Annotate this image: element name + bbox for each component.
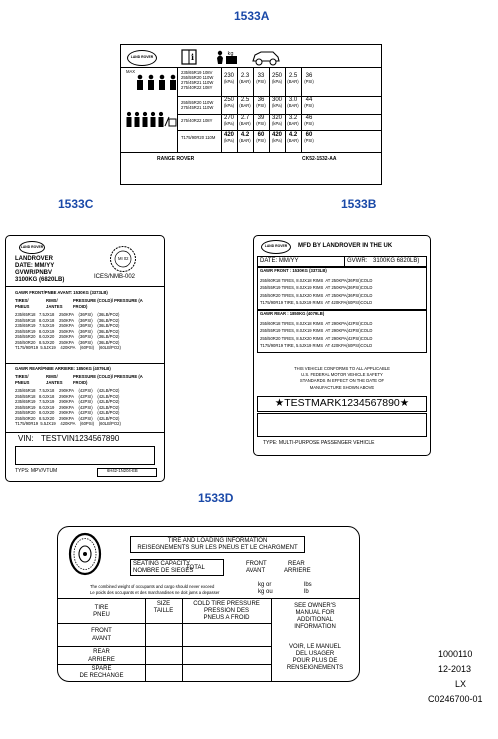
pressure-unit: (PSI) xyxy=(304,103,314,108)
label-d xyxy=(57,526,360,682)
label-c xyxy=(5,235,165,482)
pressure-value: 46 xyxy=(305,115,313,121)
c-front-row-4: 255/55R20 8.0JX20 250KPA (36PSI) (36LB/PO2) xyxy=(15,334,120,339)
d-tire-head-en: TIRE xyxy=(94,605,109,611)
c-rear-row-0: 235/65R18 7.5JX18 290KPA (42PSI) (42LB/PO2) xyxy=(15,388,120,393)
d-weight-fr: Le poids des occupants et des marchandises ne doit jams a depasser xyxy=(90,590,220,595)
pressure-unit: (PSI) xyxy=(256,121,266,126)
pressure-unit: (PSI) xyxy=(304,79,314,84)
d-tire-head-fr: PNEU xyxy=(93,612,110,618)
land-rover-logo: LAND ROVER xyxy=(127,50,157,66)
footer-code: C0246700-01 xyxy=(428,694,483,704)
footer-date: 12-2013 xyxy=(438,664,472,674)
d-front-fr: AVANT xyxy=(246,568,266,574)
b-conform-text: THIS VEHICLE CONFORMS TO ALL APPLICABLE U.S. FEDERAL MOTOR VEHICLE SAFETY STANDARDS IN EFFECT ON THE DATE OF MANUFACTURE SHOWN ABOVE xyxy=(294,366,390,390)
pressure-value: 44 xyxy=(305,97,313,103)
pressure-value: 2.5 xyxy=(240,97,250,103)
pressure-unit: (kPa) xyxy=(271,121,282,126)
pressure-value: 320 xyxy=(271,115,282,121)
b-testmark: ★TESTMARK1234567890★ xyxy=(274,397,410,409)
ices-text: ICES/NMB-002 xyxy=(94,274,136,280)
date-line: DATE: MM/YY xyxy=(15,263,55,269)
pressure-unit: (PSI) xyxy=(256,79,266,84)
pressure-unit: (BAR) xyxy=(287,121,299,126)
b-rear-head: GAWR REAR : 1850KG (4079LB) xyxy=(260,311,325,316)
d-weight-en: The combined weight of occupants and cargo should never exceed xyxy=(90,584,215,589)
c-label-code: 6H42-1N204-EB xyxy=(107,468,138,473)
d-rear-fr: ARRIERE xyxy=(284,568,311,574)
callout-1533b: 1533B xyxy=(341,197,377,211)
b-front-head: GAWR FRONT : 1530KG (3373LB) xyxy=(260,268,327,273)
d-spare-row: SPARE DE RECHANGE xyxy=(79,666,124,679)
pressure-unit: (BAR) xyxy=(287,79,299,84)
b-type-line: TYPE: MULTI-PURPOSE PASSENGER VEHICLE xyxy=(263,440,375,446)
c-col-tires-2: TIRES/ PNEUS xyxy=(15,374,30,385)
d-title-en: TIRE AND LOADING INFORMATION xyxy=(167,538,268,544)
b-date: DATE: MM/YY xyxy=(260,258,299,264)
c-col-rims: RIMS/ JANTES xyxy=(46,298,63,309)
c-front-row-1: 255/55R18 8.0JX18 250KPA (36PSI) (36LB/PO2) xyxy=(15,317,120,323)
pressure-unit: (PSI) xyxy=(304,138,314,143)
pressure-unit: (BAR) xyxy=(239,79,251,84)
pressure-unit: (kPa) xyxy=(223,138,234,143)
pressure-value: 33 xyxy=(257,73,265,79)
c-rear-row-1: 255/55R18 8.0JX18 290KPA (42PSI) (42LB/PO2) xyxy=(15,393,120,399)
maker-line: LANDROVER xyxy=(15,256,54,262)
pressure-unit: (BAR) xyxy=(239,103,251,108)
land-rover-logo-b: LAND ROVER xyxy=(261,240,291,254)
pressure-value: 2.5 xyxy=(288,73,298,79)
types-line: TYPS: MPV/VTUM xyxy=(15,468,58,474)
pressure-value: 60 xyxy=(305,132,313,138)
c-rear-row-6: T175/90R19 5.5JX19 420KPA (60PSI) (60LB/PO2) xyxy=(15,421,121,426)
c-front-row-5: 255/50R20 8.5JX20 250KPA (36PSI) (36LB/PO2) xyxy=(15,339,120,345)
c-col-tires: TIRES/ PNEUS xyxy=(15,298,30,309)
vin-label: VIN: xyxy=(18,434,34,443)
pressure-unit: (PSI) xyxy=(256,138,266,143)
pressure-unit: (kPa) xyxy=(223,103,234,108)
model-name: RANGE ROVER xyxy=(157,156,195,162)
pressure-value: 420 xyxy=(271,132,282,138)
pressure-value: 300 xyxy=(271,97,282,103)
d-rear-en: REAR xyxy=(288,561,305,567)
d-front-en: FRONT xyxy=(246,561,267,567)
c-col-rims-2: RIMS/ JANTES xyxy=(46,374,63,385)
tire-sizes-2: 255/55R20 110W 275/45R21 110W xyxy=(181,100,214,110)
label-code: CK52-1532-AA xyxy=(302,156,337,162)
pressure-value: 60 xyxy=(257,132,265,138)
b-gvwr-label: GVWR: xyxy=(347,258,368,264)
callout-1533c: 1533C xyxy=(58,197,94,211)
pressure-value: 270 xyxy=(223,115,234,121)
pressure-unit: (kPa) xyxy=(223,79,234,84)
pressure-value: 4.2 xyxy=(288,132,298,138)
pressure-value: 250 xyxy=(223,97,234,103)
label-a xyxy=(120,44,382,185)
c-rear-rows xyxy=(15,388,121,427)
c-front-row-0: 235/65R18 7.5JX18 250KPA (36PSI) (36LB/PO2) xyxy=(15,312,120,317)
pressure-value: 3.2 xyxy=(288,115,298,121)
c-col-pressure-2: PRESSURE (COLD)/ PRESSURE (A FROID) xyxy=(73,374,143,385)
pressure-unit: (BAR) xyxy=(287,103,299,108)
gvwr-value: 3100KG (6820LB) xyxy=(15,277,65,283)
tire-sizes-4: T175/90R20 110M xyxy=(181,135,216,140)
pressure-grid xyxy=(221,67,317,152)
d-cold-head: COLD TIRE PRESSURE PRESSION DES PNEUS A FROID xyxy=(193,601,260,621)
pressure-value: 39 xyxy=(257,115,265,121)
tire-icon xyxy=(65,531,105,582)
b-rear-row-3: T175/90R19 TIRE, 5.5JX19 RIMS AT 420KPA(60PSI)COLD xyxy=(260,342,373,348)
vin-value: TESTVIN1234567890 xyxy=(41,434,120,443)
c-rear-row-4: 255/55R20 8.0JX20 290KPA (42PSI) (42LB/PO2) xyxy=(15,410,120,415)
b-rear-row-2: 255/50R20 TIRES, 8.5JX20 RIMS AT 290KPA(42PSI)COLD xyxy=(260,335,373,341)
c-front-row-6: T175/90R19 5.5JX19 420KPA (60PSI) (60LB/PO2) xyxy=(15,345,121,350)
pressure-unit: (kPa) xyxy=(271,79,282,84)
pressure-unit: (BAR) xyxy=(287,138,299,143)
footer-num: 1000110 xyxy=(438,649,473,659)
c-col-pressure: PRESSURE (COLD)/ PRESSURE (A FROID) xyxy=(73,298,143,309)
pressure-value: 230 xyxy=(223,73,234,79)
c-rear-row-5: 255/50R20 8.5JX20 290KPA (42PSI) (42LB/PO2) xyxy=(15,415,120,421)
pressure-value: 2.7 xyxy=(240,115,250,121)
pressure-unit: (PSI) xyxy=(256,103,266,108)
land-rover-logo-c: LAND ROVER xyxy=(19,241,45,254)
pressure-unit: (BAR) xyxy=(239,138,251,143)
d-size-head-en: SIZE xyxy=(156,601,171,607)
d-seating-fr: NOMBRE DE SIEGES xyxy=(133,568,194,574)
d-kg-or: kg or xyxy=(258,582,272,588)
barcode-box xyxy=(15,446,155,465)
pressure-unit: (kPa) xyxy=(271,138,282,143)
callout-1533a: 1533A xyxy=(234,9,270,23)
seal-text: MI 02 xyxy=(118,256,129,261)
d-kg-ou: kg ou xyxy=(258,589,273,595)
c-front-head: GAWR FRONT/PNBE AVANT: 1530KG (3373LB) xyxy=(15,290,108,295)
c-front-rows xyxy=(15,312,121,351)
pressure-value: 36 xyxy=(305,73,313,79)
occupants-4-icon xyxy=(135,74,177,95)
d-total: TOTAL xyxy=(186,565,205,571)
svg-text:i: i xyxy=(191,52,195,62)
c-rear-row-3: 255/55R19 8.0JX19 290KPA (42PSI) (42LB/PO2) xyxy=(15,404,120,410)
pressure-value: 36 xyxy=(257,97,265,103)
c-rear-row-2: 235/65R19 7.5JX19 290KPA (42PSI) (42LB/PO2) xyxy=(15,399,120,404)
gvwr-line: GVWR/PNBV xyxy=(15,270,53,276)
c-front-row-2: 235/65R19 7.5JX19 250KPA (36PSI) (36LB/PO2) xyxy=(15,323,120,328)
b-front-row-3: T175/90R19 TIRE, 5.5JX19 RIMS AT 420KPA(60PSI)COLD xyxy=(260,299,373,305)
pressure-value: 4.2 xyxy=(240,132,250,138)
d-seating-en: SEATING CAPACITY xyxy=(133,561,191,567)
d-title-fr: REISEGNEMENTS SUR LES PNEUS ET LE CHARGMENT xyxy=(137,545,298,551)
label-b xyxy=(253,235,431,456)
b-front-rows xyxy=(260,277,372,306)
c-front-row-3: 255/55R19 8.0JX19 250KPA (36PSI) (36LB/PO2) xyxy=(15,328,120,334)
b-rear-row-0: 255/60R18 TIRES, 8.0JX18 RIMS AT 290KPA(42PSI)COLD xyxy=(260,321,373,326)
pressure-value: 420 xyxy=(223,132,234,138)
occupants-5-cargo-icon xyxy=(125,111,177,132)
tire-sizes-1: 235/65R19 108V 255/55R20 110W 275/45R21 110W 275/40R22 108Y xyxy=(181,70,214,90)
b-rear-row-1: 255/55R19 TIRES, 8.0JX19 RIMS AT 290KPA(42PSI)COLD xyxy=(260,328,373,334)
b-front-row-0: 255/60R18 TIRES, 8.0JX18 RIMS AT 250KPA(36PSI)COLD xyxy=(260,278,373,283)
max-label: MAX xyxy=(126,69,136,74)
b-rear-rows xyxy=(260,320,372,349)
pressure-value: 250 xyxy=(271,73,282,79)
b-gvwr-value: 3100KG 6820LB) xyxy=(373,258,420,264)
pressure-unit: (PSI) xyxy=(304,121,314,126)
pressure-value: 2.3 xyxy=(240,73,250,79)
tire-sizes-3: 275/40R22 108Y xyxy=(181,118,213,123)
callout-1533d: 1533D xyxy=(198,491,234,505)
d-size-head-fr: TAILLE xyxy=(153,608,174,614)
d-lbs: lbs xyxy=(304,582,312,588)
b-front-row-1: 255/55R19 TIRES, 8.0JX19 RIMS AT 250KPA(36PSI)COLD xyxy=(260,285,373,291)
pressure-unit: (kPa) xyxy=(223,121,234,126)
d-front-row: FRONT AVANT xyxy=(91,628,112,642)
pressure-value: 3.0 xyxy=(288,97,298,103)
pressure-unit: (kPa) xyxy=(271,103,282,108)
c-rear-head: GAWR REAR/PNBE ARRIERE: 1850KG (4079LB) xyxy=(15,366,111,371)
b-barcode-box xyxy=(257,413,427,437)
d-rear-row: REAR ARRIERE xyxy=(88,649,115,663)
d-lb: lb xyxy=(304,589,309,595)
d-owner-text: SEE OWNER'S MANUAL FOR ADDITIONAL INFORMATION xyxy=(294,603,336,630)
d-voir-text: VOIR, LE MANUEL DEL USAGER POUR PLUS DE RENSEIGNEMENTS xyxy=(286,644,344,671)
pressure-unit: (BAR) xyxy=(239,121,251,126)
b-header: MFD BY LANDROVER IN THE UK xyxy=(298,243,393,249)
b-front-row-2: 255/50R20 TIRES, 8.5JX20 RIMS AT 250KPA(36PSI)COLD xyxy=(260,292,373,298)
svg-text:kg: kg xyxy=(227,51,234,57)
footer-lx: LX xyxy=(455,679,467,689)
